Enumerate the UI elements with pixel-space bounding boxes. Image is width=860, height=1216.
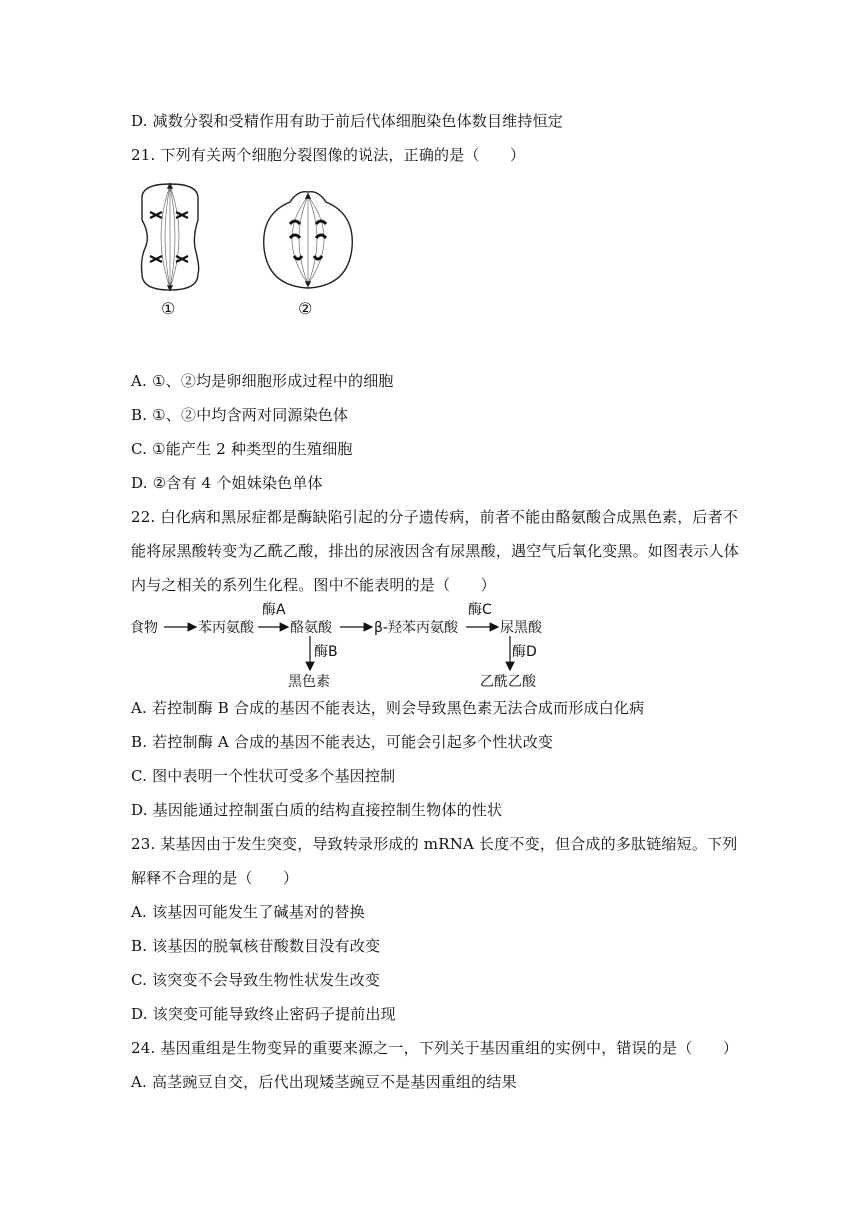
node-hydroxyphenyl: β-羟苯丙氨酸 [374, 620, 458, 636]
option-b-q22: B. 若控制酶 A 合成的基因不能表达，可能会引起多个性状改变 [131, 733, 554, 751]
option-c-q22: C. 图中表明一个性状可受多个基因控制 [131, 767, 396, 785]
question-23-line-2: 解释不合理的是（ ） [131, 869, 299, 887]
option-d-q22: D. 基因能通过控制蛋白质的结构直接控制生物体的性状 [131, 801, 503, 819]
option-b-q21: B. ①、②中均含两对同源染色体 [131, 406, 349, 424]
option-a-q23: A. 该基因可能发生了碱基对的替换 [131, 903, 365, 921]
option-d-q21: D. ②含有 4 个姐妹染色单体 [131, 474, 323, 492]
question-24: 24. 基因重组是生物变异的重要来源之一，下列关于基因重组的实例中，错误的是（ ） [131, 1039, 739, 1057]
question-22-line-2: 能将尿黑酸转变为乙酰乙酸，排出的尿液因含有尿黑酸，遇空气后氧化变黑。如图表示人体 [131, 542, 740, 560]
question-23-line-1: 23. 某基因由于发生突变，导致转录形成的 mRNA 长度不变，但合成的多肽链缩短。下列 [131, 835, 738, 853]
option-b-q23: B. 该基因的脱氧核苷酸数目没有改变 [131, 937, 381, 955]
option-c-q21: C. ①能产生 2 种类型的生殖细胞 [131, 440, 353, 458]
question-22-line-1: 22. 白化病和黑尿症都是酶缺陷引起的分子遗传病，前者不能由酪氨酸合成黑色素，后者不 [131, 508, 739, 526]
node-homogentisic: 尿黑酸 [500, 620, 542, 636]
pathway-diagram [128, 598, 558, 694]
enzyme-d-label: 酶D [512, 644, 537, 660]
option-d-q23: D. 该突变可能导致终止密码子提前出现 [131, 1005, 396, 1023]
cell-1-diagram [142, 184, 199, 290]
cell-1-label: ① [161, 299, 176, 318]
cell-2-label: ② [298, 299, 313, 318]
enzyme-a-label: 酶A [262, 602, 286, 618]
node-phenylalanine: 苯丙氨酸 [198, 620, 254, 636]
node-melanin: 黑色素 [288, 674, 330, 690]
question-22-line-3: 内与之相关的系列生化程。图中不能表明的是（ ） [131, 576, 496, 594]
option-a-q21: A. ①、②均是卵细胞形成过程中的细胞 [131, 372, 394, 390]
option-c-q23: C. 该突变不会导致生物性状发生改变 [131, 971, 381, 989]
enzyme-b-label: 酶B [314, 644, 338, 660]
node-food: 食物 [130, 620, 158, 636]
cell-2-diagram [264, 192, 353, 288]
enzyme-c-label: 酶C [468, 602, 492, 618]
option-a-q22: A. 若控制酶 B 合成的基因不能表达，则会导致黑色素无法合成而形成白化病 [131, 699, 645, 717]
question-21: 21. 下列有关两个细胞分裂图像的说法，正确的是（ ） [131, 146, 526, 164]
node-acetoacetate: 乙酰乙酸 [480, 674, 536, 690]
node-tyrosine: 酪氨酸 [290, 620, 332, 636]
option-d-q20: D. 减数分裂和受精作用有助于前后代体细胞染色体数目维持恒定 [131, 112, 564, 130]
option-a-q24: A. 高茎豌豆自交，后代出现矮茎豌豆不是基因重组的结果 [131, 1073, 517, 1091]
cell-division-figure [130, 178, 380, 328]
